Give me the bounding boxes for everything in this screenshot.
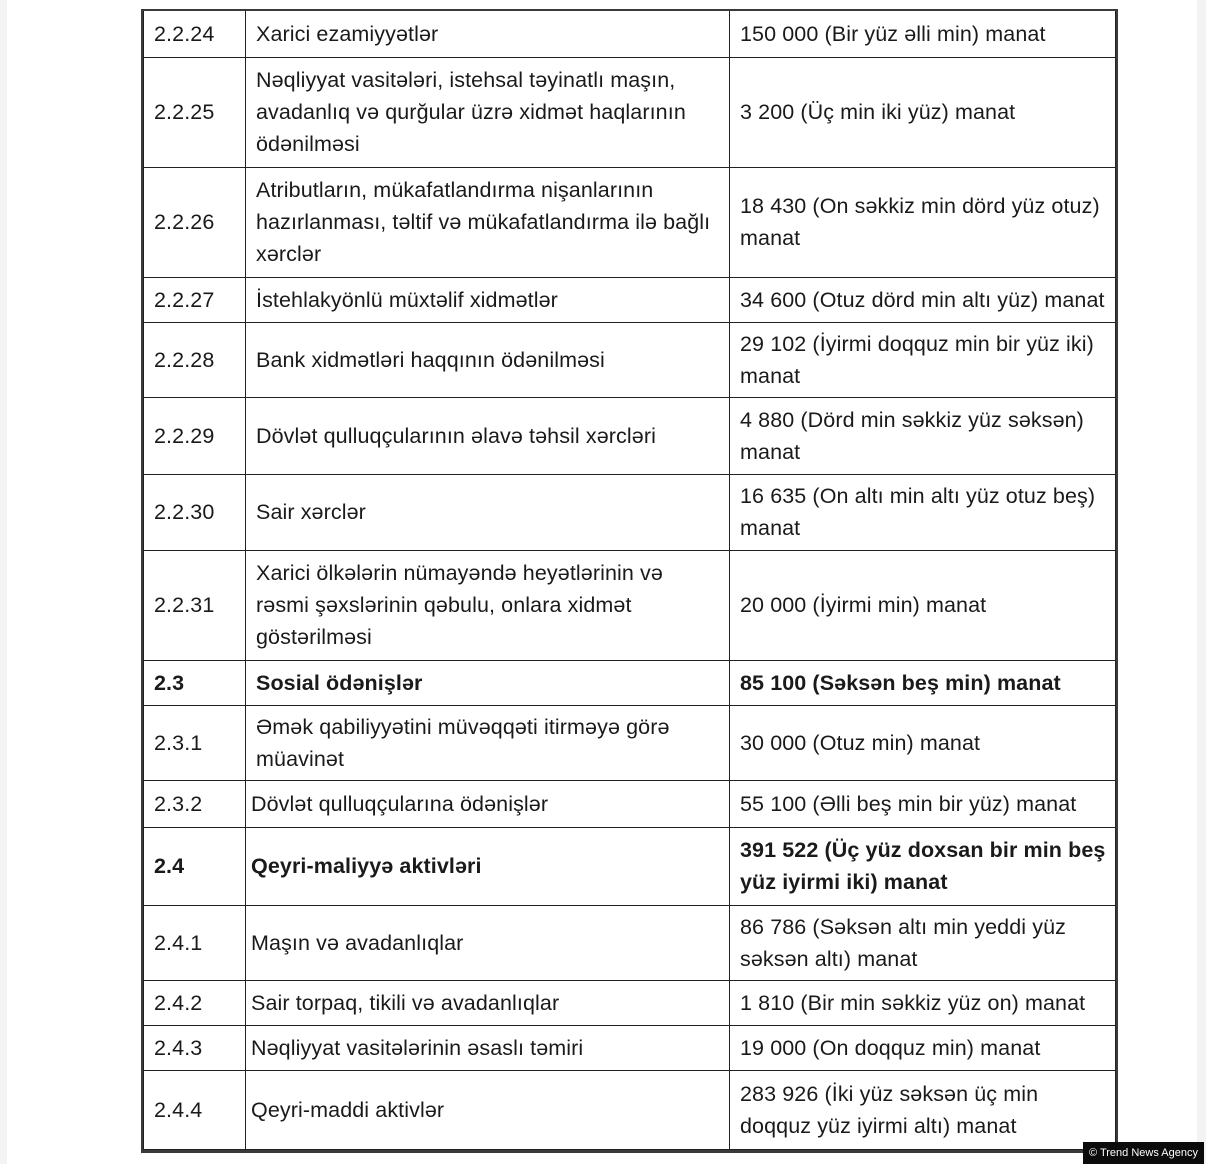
table-row	[144, 980, 1116, 1025]
row-amount: 16 635 (On altı min altı yüz otuz beş) manat	[730, 474, 1116, 550]
table-row	[144, 277, 1116, 322]
row-code: 2.2.28	[144, 322, 246, 397]
row-amount: 86 786 (Səksən altı min yeddi yüz səksən altı) manat	[730, 905, 1116, 980]
row-amount: 1 810 (Bir min səkkiz yüz on) manat	[730, 980, 1116, 1025]
row-description: Qeyri-maliyyə aktivləri	[246, 827, 730, 905]
table-row	[144, 322, 1116, 397]
row-amount: 55 100 (Əlli beş min bir yüz) manat	[730, 780, 1116, 827]
row-description: Bank xidmətləri haqqının ödənilməsi	[246, 322, 730, 397]
row-description: Xarici ezamiyyətlər	[246, 11, 730, 57]
row-amount: 34 600 (Otuz dörd min altı yüz) manat	[730, 277, 1116, 322]
row-amount: 3 200 (Üç min iki yüz) manat	[730, 57, 1116, 167]
row-code: 2.2.24	[144, 11, 246, 57]
row-description: Xarici ölkələrin nümayəndə heyətlərinin və rəsmi şəxslərinin qəbulu, onlara xidmət göstərilməsi	[246, 550, 730, 660]
row-code: 2.4.3	[144, 1025, 246, 1070]
row-description: İstehlakyönlü müxtəlif xidmətlər	[246, 277, 730, 322]
row-amount: 18 430 (On səkkiz min dörd yüz otuz) manat	[730, 167, 1116, 277]
row-code: 2.4.2	[144, 980, 246, 1025]
row-code: 2.4	[144, 827, 246, 905]
table-row-section	[144, 827, 1116, 905]
row-code: 2.2.30	[144, 474, 246, 550]
table-row	[144, 1070, 1116, 1149]
row-amount: 150 000 (Bir yüz əlli min) manat	[730, 11, 1116, 57]
table-row	[144, 167, 1116, 277]
page-edge-left	[0, 0, 7, 1164]
row-amount: 85 100 (Səksən beş min) manat	[730, 660, 1116, 705]
row-amount: 19 000 (On doqquz min) manat	[730, 1025, 1116, 1070]
row-amount: 30 000 (Otuz min) manat	[730, 705, 1116, 780]
row-code: 2.4.1	[144, 905, 246, 980]
table-row	[144, 705, 1116, 780]
watermark: © Trend News Agency	[1083, 1142, 1204, 1164]
row-code: 2.4.4	[144, 1070, 246, 1149]
row-code: 2.3.1	[144, 705, 246, 780]
table-row	[144, 780, 1116, 827]
table-row-section	[144, 660, 1116, 705]
table-row	[144, 1025, 1116, 1070]
row-code: 2.2.26	[144, 167, 246, 277]
row-amount: 4 880 (Dörd min səkkiz yüz səksən) manat	[730, 397, 1116, 474]
row-description: Sair torpaq, tikili və avadanlıqlar	[246, 980, 730, 1025]
table-row	[144, 474, 1116, 550]
row-amount: 20 000 (İyirmi min) manat	[730, 550, 1116, 660]
row-code: 2.3.2	[144, 780, 246, 827]
table-row	[144, 550, 1116, 660]
row-amount: 283 926 (İki yüz səksən üç min doqquz yüz iyirmi altı) manat	[730, 1070, 1116, 1149]
page-edge-right	[1197, 0, 1206, 1164]
budget-table	[141, 9, 1118, 1153]
row-description: Nəqliyyat vasitələrinin əsaslı təmiri	[246, 1025, 730, 1070]
row-code: 2.2.31	[144, 550, 246, 660]
row-code: 2.2.29	[144, 397, 246, 474]
row-amount: 391 522 (Üç yüz doxsan bir min beş yüz iyirmi iki) manat	[730, 827, 1116, 905]
row-code: 2.2.27	[144, 277, 246, 322]
row-description: Maşın və avadanlıqlar	[246, 905, 730, 980]
table-row	[144, 905, 1116, 980]
row-description: Dövlət qulluqçularının əlavə təhsil xərcləri	[246, 397, 730, 474]
row-description: Əmək qabiliyyətini müvəqqəti itirməyə görə müavinət	[246, 705, 730, 780]
row-description: Qeyri-maddi aktivlər	[246, 1070, 730, 1149]
row-code: 2.2.25	[144, 57, 246, 167]
row-code: 2.3	[144, 660, 246, 705]
table-row	[144, 11, 1116, 57]
row-description: Sosial ödənişlər	[246, 660, 730, 705]
row-description: Sair xərclər	[246, 474, 730, 550]
row-description: Atributların, mükafatlandırma nişanlarının hazırlanması, təltif və mükafatlandırma ilə bağlı xərclər	[246, 167, 730, 277]
row-amount: 29 102 (İyirmi doqquz min bir yüz iki) manat	[730, 322, 1116, 397]
table-row	[144, 397, 1116, 474]
table-row	[144, 57, 1116, 167]
row-description: Dövlət qulluqçularına ödənişlər	[246, 780, 730, 827]
row-description: Nəqliyyat vasitələri, istehsal təyinatlı maşın, avadanlıq və qurğular üzrə xidmət haqlarının ödənilməsi	[246, 57, 730, 167]
